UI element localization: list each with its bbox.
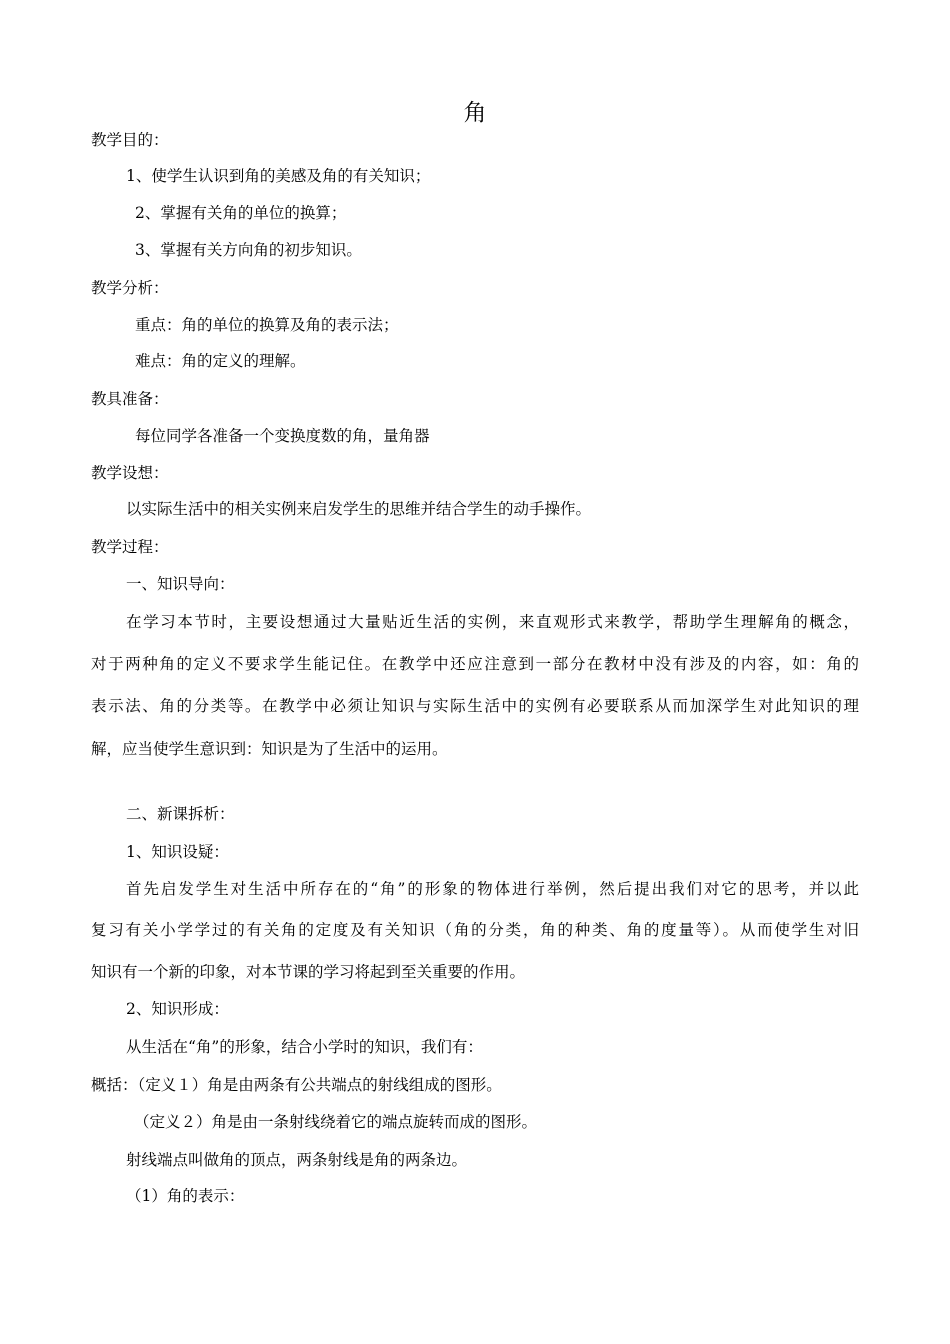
definition-1: 概括：（定义１）角是由两条有公共端点的射线组成的图形。 — [91, 1076, 502, 1094]
objective-item: 3、掌握有关方向角的初步知识。 — [135, 241, 362, 259]
key-point: 重点：角的单位的换算及角的表示法； — [135, 316, 399, 334]
process-heading: 教学过程： — [91, 538, 169, 556]
page-title: 角 — [463, 100, 487, 126]
representation-heading: （1）角的表示： — [126, 1187, 245, 1205]
analysis-heading: 教学分析： — [91, 279, 169, 297]
objective-item: 1、使学生认识到角的美感及角的有关知识； — [126, 167, 431, 185]
sub2-heading: 2、知识形成： — [126, 1000, 229, 1018]
difficulty-point: 难点：角的定义的理解。 — [135, 352, 306, 370]
sub1-paragraph-line: 知识有一个新的印象，对本节课的学习将起到至关重要的作用。 — [91, 963, 526, 981]
design-heading: 教学设想： — [91, 464, 169, 482]
section1-paragraph-line: 在学习本节时，主要设想通过大量贴近生活的实例，来直观形式来教学，帮助学生理解角的概念， — [126, 613, 859, 631]
section1-paragraph-line: 对于两种角的定义不要求学生能记住。在教学中还应注意到一部分在教材中没有涉及的内容，如：角的 — [91, 655, 859, 673]
definition-2: （定义２）角是由一条射线绕着它的端点旋转而成的图形。 — [134, 1113, 538, 1131]
objectives-heading: 教学目的： — [91, 131, 169, 149]
section1-paragraph-line: 表示法、角的分类等。在教学中必须让知识与实际生活中的实例有必要联系从而加深学生对此知识的理 — [91, 697, 859, 715]
section2-heading: 二、新课拆析： — [126, 805, 235, 823]
section1-paragraph-line: 解，应当使学生意识到：知识是为了生活中的运用。 — [91, 740, 448, 758]
sub2-intro: 从生活在“角”的形象，结合小学时的知识，我们有： — [126, 1038, 483, 1056]
section1-heading: 一、知识导向： — [126, 575, 235, 593]
sub1-paragraph-line: 首先启发学生对生活中所存在的“角”的形象的物体进行举例，然后提出我们对它的思考，并以此 — [126, 880, 859, 898]
sub1-heading: 1、知识设疑： — [126, 843, 229, 861]
objective-item: 2、掌握有关角的单位的换算； — [135, 204, 347, 222]
tools-text: 每位同学各准备一个变换度数的角，量角器 — [135, 427, 430, 445]
sub1-paragraph-line: 复习有关小学学过的有关角的定度及有关知识（角的分类，角的种类、角的度量等）。从而使学生对旧 — [91, 921, 859, 939]
tools-heading: 教具准备： — [91, 390, 169, 408]
vertex-text: 射线端点叫做角的顶点，两条射线是角的两条边。 — [126, 1151, 468, 1169]
design-text: 以实际生活中的相关实例来启发学生的思维并结合学生的动手操作。 — [126, 500, 592, 518]
